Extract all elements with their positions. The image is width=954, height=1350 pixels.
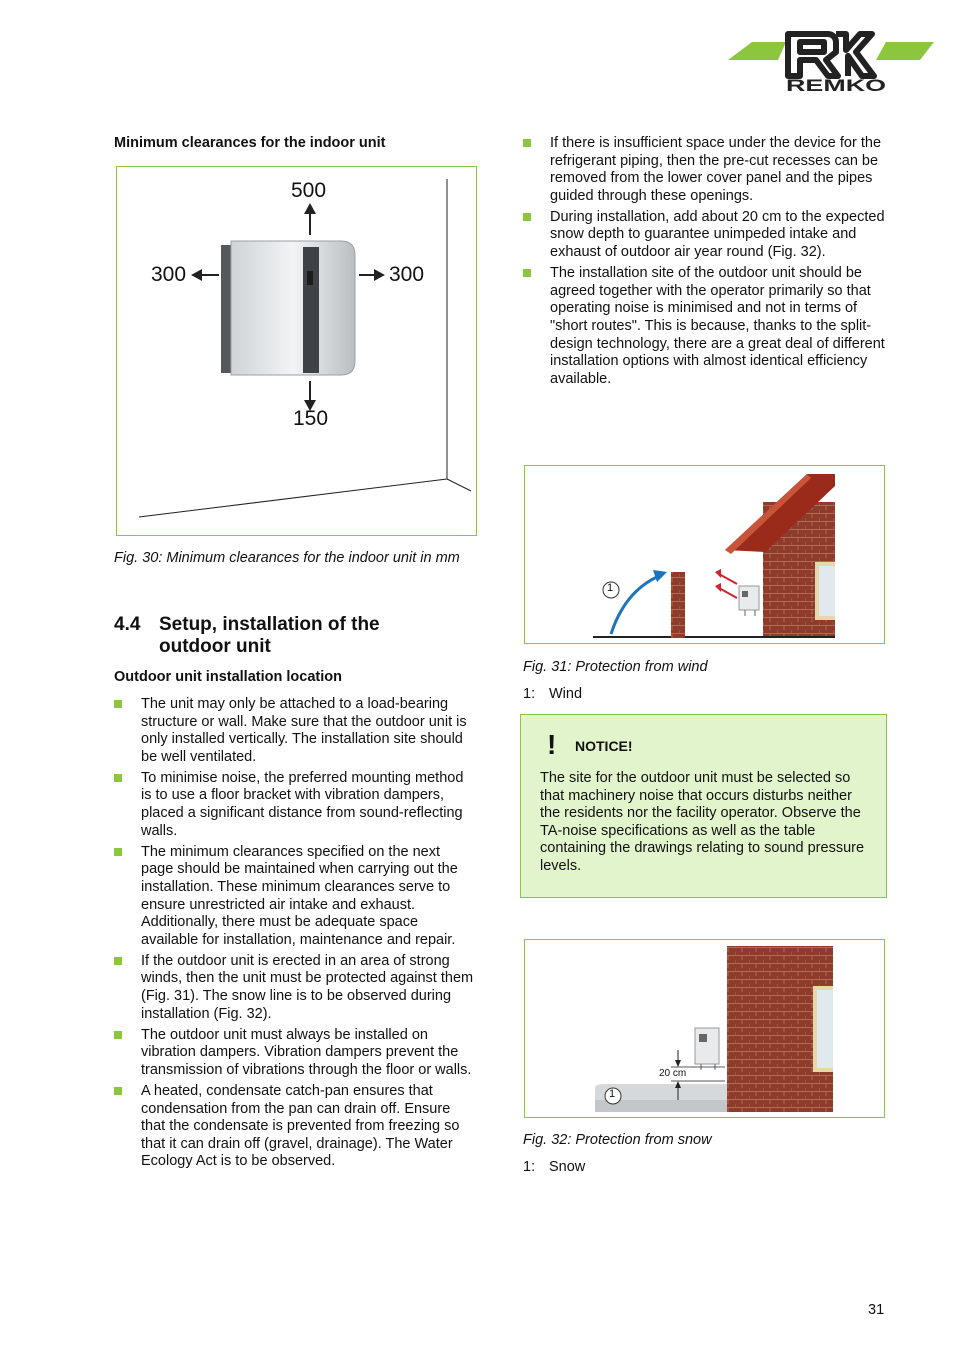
notice-text: The site for the outdoor unit must be selected so that machinery noise that occurs disturbs neither the residents nor the facility operator. Observe the TA-noise specifications as well as the table containing the drawings relating to sound pressure levels. — [540, 770, 865, 874]
remko-logo — [724, 30, 938, 94]
list-item: The outdoor unit must always be installed on vibration dampers. Vibration dampers prevent the transmission of vibrations through the floor or walls. — [114, 1027, 476, 1080]
list-item: The installation site of the outdoor unit should be agreed together with the operator primarily so that operating noise is minimised and not in terms of "short routes". This is because, thanks to the split-design technology, there are a great deal of different installation options with almost identical efficiency available. — [523, 265, 891, 388]
snow-protection-illustration — [525, 940, 883, 1116]
fig31-legend-text: Wind — [549, 686, 583, 702]
wind-protection-illustration — [525, 466, 883, 642]
figure-32 — [524, 939, 885, 1118]
clearance-top-value: 500 — [291, 179, 327, 202]
notice-title: NOTICE! — [575, 738, 633, 754]
clearance-right-value: 300 — [389, 263, 425, 286]
fig31-marker-1: 1 — [607, 582, 614, 594]
fig31-legend-number: 1: — [523, 686, 536, 702]
clearance-left-value: 300 — [151, 263, 187, 286]
fig32-marker-1: 1 — [609, 1088, 616, 1100]
fig30-caption: Fig. 30: Minimum clearances for the indoor unit in mm — [114, 550, 460, 566]
list-item: The unit may only be attached to a load-bearing structure or wall. Make sure that the outdoor unit is only installed vertically. The installation site should be well ventilated. — [114, 696, 476, 766]
notice-box — [520, 714, 887, 898]
list-item: During installation, add about 20 cm to the expected snow depth to guarantee unimpeded intake and exhaust of outdoor air year round (Fig. 32). — [523, 209, 891, 262]
heading-location: Outdoor unit installation location — [114, 669, 342, 685]
fig32-legend-number: 1: — [523, 1159, 536, 1175]
fig32-caption: Fig. 32: Protection from snow — [523, 1132, 712, 1148]
exclamation-icon: ! — [547, 729, 557, 760]
clearance-bottom-value: 150 — [293, 407, 329, 430]
left-bullet-list — [114, 696, 476, 1174]
brand-name: REMKO — [786, 76, 886, 94]
section-number: 4.4 — [114, 614, 141, 635]
snow-dimension-label: 20 cm — [659, 1068, 687, 1079]
right-bullet-list — [523, 135, 891, 392]
heading-indoor-clearances: Minimum clearances for the indoor unit — [114, 135, 386, 151]
fig32-legend-text: Snow — [549, 1159, 586, 1175]
section-title: Setup, installation of the outdoor unit — [159, 614, 380, 657]
svg-text:®: ® — [854, 36, 859, 42]
fig31-caption: Fig. 31: Protection from wind — [523, 659, 708, 675]
figure-31 — [524, 465, 885, 644]
list-item: The minimum clearances specified on the next page should be maintained when carrying out the installation. These minimum clearances serve to ensure unrestricted air intake and exhaust. Additionally, there must be adequate space available for installation, maintenance and repair. — [114, 844, 476, 950]
list-item: To minimise noise, the preferred mounting method is to use a floor bracket with vibration dampers, placed a significant distance from sound-reflecting walls. — [114, 770, 476, 840]
indoor-unit-illustration — [117, 167, 475, 534]
list-item: If the outdoor unit is erected in an area of strong winds, then the unit must be protected against them (Fig. 31). The snow line is to be observed during installation (Fig. 32). — [114, 953, 476, 1023]
page-number: 31 — [868, 1302, 885, 1318]
list-item: If there is insufficient space under the device for the refrigerant piping, then the pre-cut recesses can be removed from the lower cover panel and the pipes guided through these openings. — [523, 135, 891, 205]
list-item: A heated, condensate catch-pan ensures that condensation from the pan can drain off. Ensure that the condensate is prevented from freezing so that it can drain off (gravel, drainage). The Water Ecology Act is to be observed. — [114, 1083, 476, 1171]
figure-30 — [116, 166, 477, 536]
